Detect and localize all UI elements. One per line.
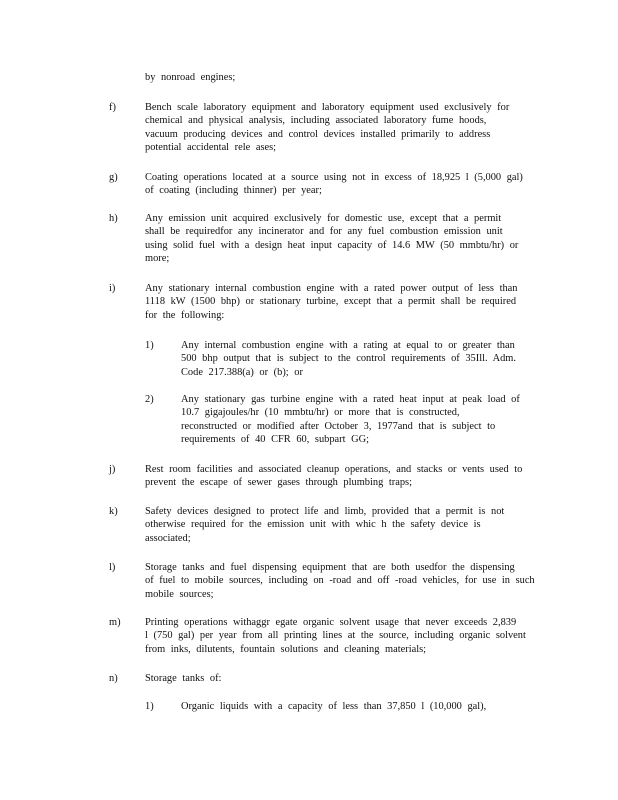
text-line: from inks, dilutents, fountain solutions and cleaning materials; — [145, 643, 427, 655]
text-line: Code 217.388(a) or (b); or — [181, 366, 303, 378]
text-line: mobile sources; — [145, 588, 214, 600]
text-line: l (750 gal) per year from all printing lines at the source, including organic solvent — [145, 630, 526, 642]
text-line: associated; — [145, 532, 191, 544]
text-line: Rest room facilities and associated cleanup operations, and stacks or vents used to — [145, 464, 523, 475]
item-letter-h: h) — [109, 213, 118, 224]
item-n-text — [145, 672, 545, 685]
item-letter-g: g) — [109, 172, 118, 183]
text-line: shall be requiredfor any incinerator and for any fuel combustion emission unit — [145, 226, 503, 238]
text-line: Organic liquids with a capacity of less than 37,850 l (10,000 gal), — [181, 701, 487, 712]
text-line: Coating operations located at a source using not in excess of 18,925 l (5,000 gal) — [145, 172, 523, 183]
text-line: Storage tanks and fuel dispensing equipment that are both usedfor the dispensing — [145, 562, 515, 573]
text-line: Printing operations withaggr egate organic solvent usage that never exceeds 2,839 — [145, 617, 517, 628]
item-letter-n: n) — [109, 673, 118, 684]
text-line: requirements of 40 CFR 60, subpart GG; — [181, 433, 369, 445]
subitem-i-2-text — [181, 393, 541, 446]
item-letter-l: l) — [109, 562, 116, 573]
text-line: reconstructed or modified after October 3, 1977and that is subject to — [181, 420, 496, 432]
text-line: chemical and physical analysis, including associated laboratory fume hoods, — [145, 115, 487, 127]
item-letter-m: m) — [109, 617, 121, 628]
item-letter-f: f) — [109, 102, 116, 113]
text-line: potential accidental rele ases; — [145, 141, 277, 153]
item-l-text — [145, 561, 545, 601]
text-line: Any emission unit acquired exclusively for domestic use, except that a permit — [145, 213, 502, 224]
item-i-text — [145, 282, 545, 322]
text-line: Safety devices designed to protect life and limb, provided that a permit is not — [145, 506, 505, 517]
item-m-text — [145, 616, 545, 656]
item-letter-j: j) — [109, 464, 116, 475]
text-line: vacuum producing devices and control devices installed primarily to address — [145, 128, 491, 140]
item-h-text — [145, 212, 545, 265]
continuation-text — [145, 71, 545, 84]
subitem-number-n-1: 1) — [145, 701, 154, 712]
subitem-number-i-1: 1) — [145, 340, 154, 351]
subitem-i-1-text — [181, 339, 541, 379]
text-line: by nonroad engines; — [145, 72, 236, 83]
item-g-text — [145, 171, 545, 198]
item-letter-i: i) — [109, 283, 116, 294]
text-line: Any internal combustion engine with a rating at equal to or greater than — [181, 340, 515, 351]
subitem-number-i-2: 2) — [145, 394, 154, 405]
text-line: Any stationary internal combustion engine with a rated power output of less than — [145, 283, 518, 294]
text-line: of coating (including thinner) per year; — [145, 185, 322, 197]
text-line: Bench scale laboratory equipment and laboratory equipment used exclusively for — [145, 102, 510, 113]
text-line: 1118 kW (1500 bhp) or stationary turbine, except that a permit shall be required — [145, 296, 517, 308]
item-k-text — [145, 505, 545, 545]
text-line: Storage tanks of: — [145, 673, 222, 684]
text-line: Any stationary gas turbine engine with a rated heat input at peak load of — [181, 394, 520, 405]
text-line: for the following: — [145, 309, 225, 321]
text-line: 500 bhp output that is subject to the control requirements of 35Ill. Adm. — [181, 353, 516, 365]
text-line: more; — [145, 252, 170, 264]
text-line: using solid fuel with a design heat input capacity of 14.6 MW (50 mmbtu/hr) or — [145, 239, 519, 251]
text-line: prevent the escape of sewer gases through plumbing traps; — [145, 477, 412, 489]
text-line: otherwise required for the emission unit with whic h the safety device is — [145, 519, 481, 531]
item-f-text — [145, 101, 545, 154]
item-letter-k: k) — [109, 506, 118, 517]
text-line: 10.7 gigajoules/hr (10 mmbtu/hr) or more that is constructed, — [181, 407, 460, 419]
text-line: of fuel to mobile sources, including on -road and off -road vehicles, for use in such — [145, 575, 535, 587]
item-j-text — [145, 463, 545, 490]
subitem-n-1-text — [181, 700, 541, 713]
